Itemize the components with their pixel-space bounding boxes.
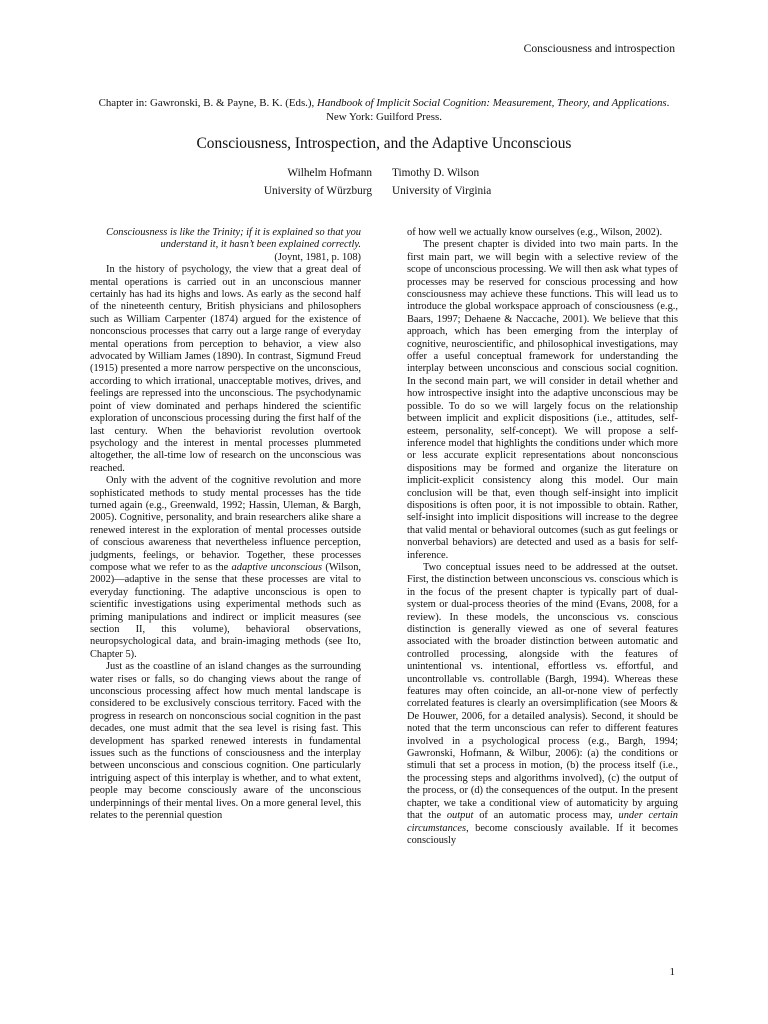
author-2 (392, 164, 491, 200)
text-run: Two conceptual issues need to be addressed at the outset. First, the distinction between unconscious vs. conscious which is in the focus of the present chapter is typically part of dual-system or dual-process theories of the mind (Evans, 2008, for a review). In these models, the unconscious vs. conscious distinction is generally viewed as one of several features associated with the broader distinction between automatic and controlled processing, alongside with the features of unintentional vs. intentional, effortless vs. effortful, and uncontrollable vs. controllable (Bargh, 1994). Whereas these features may often coincide, an all-or-none view of perfectly correlated features is clearly an oversimplification (see Moors & De Houwer, 2006, for a detailed analysis). Second, it should be noted that the term unconscious can refer to different features involved in a psychological process (e.g., Bargh, 1994; Gawronski, Hofmann, & Wilbur, 2006): (a) the conditions or stimuli that set a process in motion, (b) the process itself (i.e., the processing steps and algorithms involved), (c) the output of the process, or (d) the consequences of the output. In the present chapter, we take a conditional view of automaticity by arguing that the (407, 561, 678, 822)
chapter-citation-prefix: Chapter in: Gawronski, B. & Payne, B. K. (Eds.), (98, 97, 317, 109)
author-affiliation: University of Virginia (392, 185, 492, 197)
author-name: Wilhelm Hofmann (287, 167, 372, 179)
body-paragraph: The present chapter is divided into two main parts. In the first main part, we will begin with a selective review of the scope of unconscious processing. We will then ask what types of processes may be reserved for conscious processing and how consciousness may achieve these functions. This will lead us to introduce the global workspace approach of consciousness (e.g., Baars, 1997; Dehaene & Naccache, 2001). We believe that this approach, which has been emerging from the interplay of cognitive, neuroscientific, and philosophical investigations, may offer a useful conceptual framework for understanding the interplay between unconscious and conscious social cognition. In the second main part, we will consider in detail whether and how introspective insight into the adaptive unconscious may be possible. To do so we will largely focus on the relationship between implicit and explicit dispositions (i.e., attitudes, self-esteem, personality, self-concept). We will propose a self-inference model that highlights the conditions under which more or less accurate explicit representations about nonconscious dispositions may be formed and organize the literature on implicit-explicit consistency along this model. Our main conclusion will be that, even though self-insight into implicit dispositions is often poor, it is not impossible to obtain. Rather, self-insight into implicit dispositions will increase to the degree that valid mental or behavioral outcomes (such as gut feelings or nonverbal behaviors) are detected and used as a basis for self-inference. (407, 239, 678, 561)
running-head: Consciousness and introspection (523, 42, 675, 55)
left-column (90, 227, 361, 823)
emphasis-term: output (446, 810, 474, 822)
text-run: (Wilson, 2002)—adaptive in the sense that these processes are vital to everyday functioning. The adaptive unconscious is open to scientific investigations using experimental methods such as priming manipulations and indirect or implicit measures (see section II, this volume), behavioral observations, neuropsychological data, and brain-imaging methods (see Ito, Chapter 5). (90, 561, 362, 660)
body-paragraph: In the history of psychology, the view that a great deal of mental operations is carried out in an unconscious manner certainly has had its highs and lows. As early as the second half of the nineteenth century, British physicians and philosophers such as William Carpenter (1874) argued for the existence of nonconscious processes that carry out a large range of everyday mental operations from perception to behavior, a view also advocated by William James (1890). In contrast, Sigmund Freud (1915) presented a more narrow perspective on the unconscious, according to which irrational, unacceptable motives, drives, and feelings are repressed into the unconscious. The psychodynamic point of view dominated and perhaps hindered the scientific exploration of unconscious processing during the first half of the last century. When the behaviorist revolution overtook psychology and the interest in mental processes plummeted altogether, the all-time low of research on the unconscious was reached. (90, 264, 361, 474)
chapter-citation-suffix: . New York: Guilford Press. (326, 97, 670, 123)
author-affiliation: University of Würzburg (263, 185, 372, 197)
author-name: Timothy D. Wilson (392, 167, 480, 179)
right-column (407, 227, 678, 847)
book-title: Handbook of Implicit Social Cognition: Measurement, Theory, and Applications (316, 97, 667, 109)
emphasis-term: under certain circumstances (407, 810, 678, 834)
text-run: of an automatic process may, (473, 810, 619, 822)
author-1 (264, 164, 372, 200)
chapter-citation (90, 97, 678, 124)
paper-title: Consciousness, Introspection, and the Adaptive Unconscious (196, 135, 572, 152)
body-paragraph-continued: of how well we actually know ourselves (e.g., Wilson, 2002). (407, 227, 663, 238)
epigraph-citation: (Joynt, 1981, p. 108) (274, 251, 361, 263)
text-run: Only with the advent of the cognitive revolution and more sophisticated methods to study mental processes has the tide turned again (e.g., Greenwald, 1992; Hassin, Uleman, & Bargh, 2005). Cognitive, personality, and brain researchers alike share a renewed interest in the exploration of mental processes outside of conscious awareness that nevertheless influence perception, judgments, feelings, or behavior. Together, these processes compose what we refer to as the (90, 475, 361, 573)
text-run: , become consciously available. If it becomes consciously (407, 822, 678, 846)
body-paragraph (407, 562, 678, 847)
body-paragraph (90, 475, 361, 661)
epigraph-quote: Consciousness is like the Trinity; if it is explained so that you understand it, it hasn’t been explained correctly. (106, 227, 361, 251)
body-paragraph: Just as the coastline of an island changes as the surrounding water rises or falls, so do changing views about the range of unconscious processing affect how much mental landscape is considered to be exclusively conscious territory. Faced with the progress in research on nonconscious social cognition in the past decades, one must admit that the sea level is rising fast. This development has sparked renewed interests in fundamental issues such as the functions of consciousness and the interplay between unconscious and conscious cognition. One particularly intriguing aspect of this interplay is whether, and to what extent, people may become consciously aware of the unconscious underpinnings of their mental lives. On a more general level, this relates to the perennial question (90, 661, 361, 822)
emphasis-term: adaptive unconscious (231, 561, 323, 573)
page-number: 1 (669, 966, 675, 978)
